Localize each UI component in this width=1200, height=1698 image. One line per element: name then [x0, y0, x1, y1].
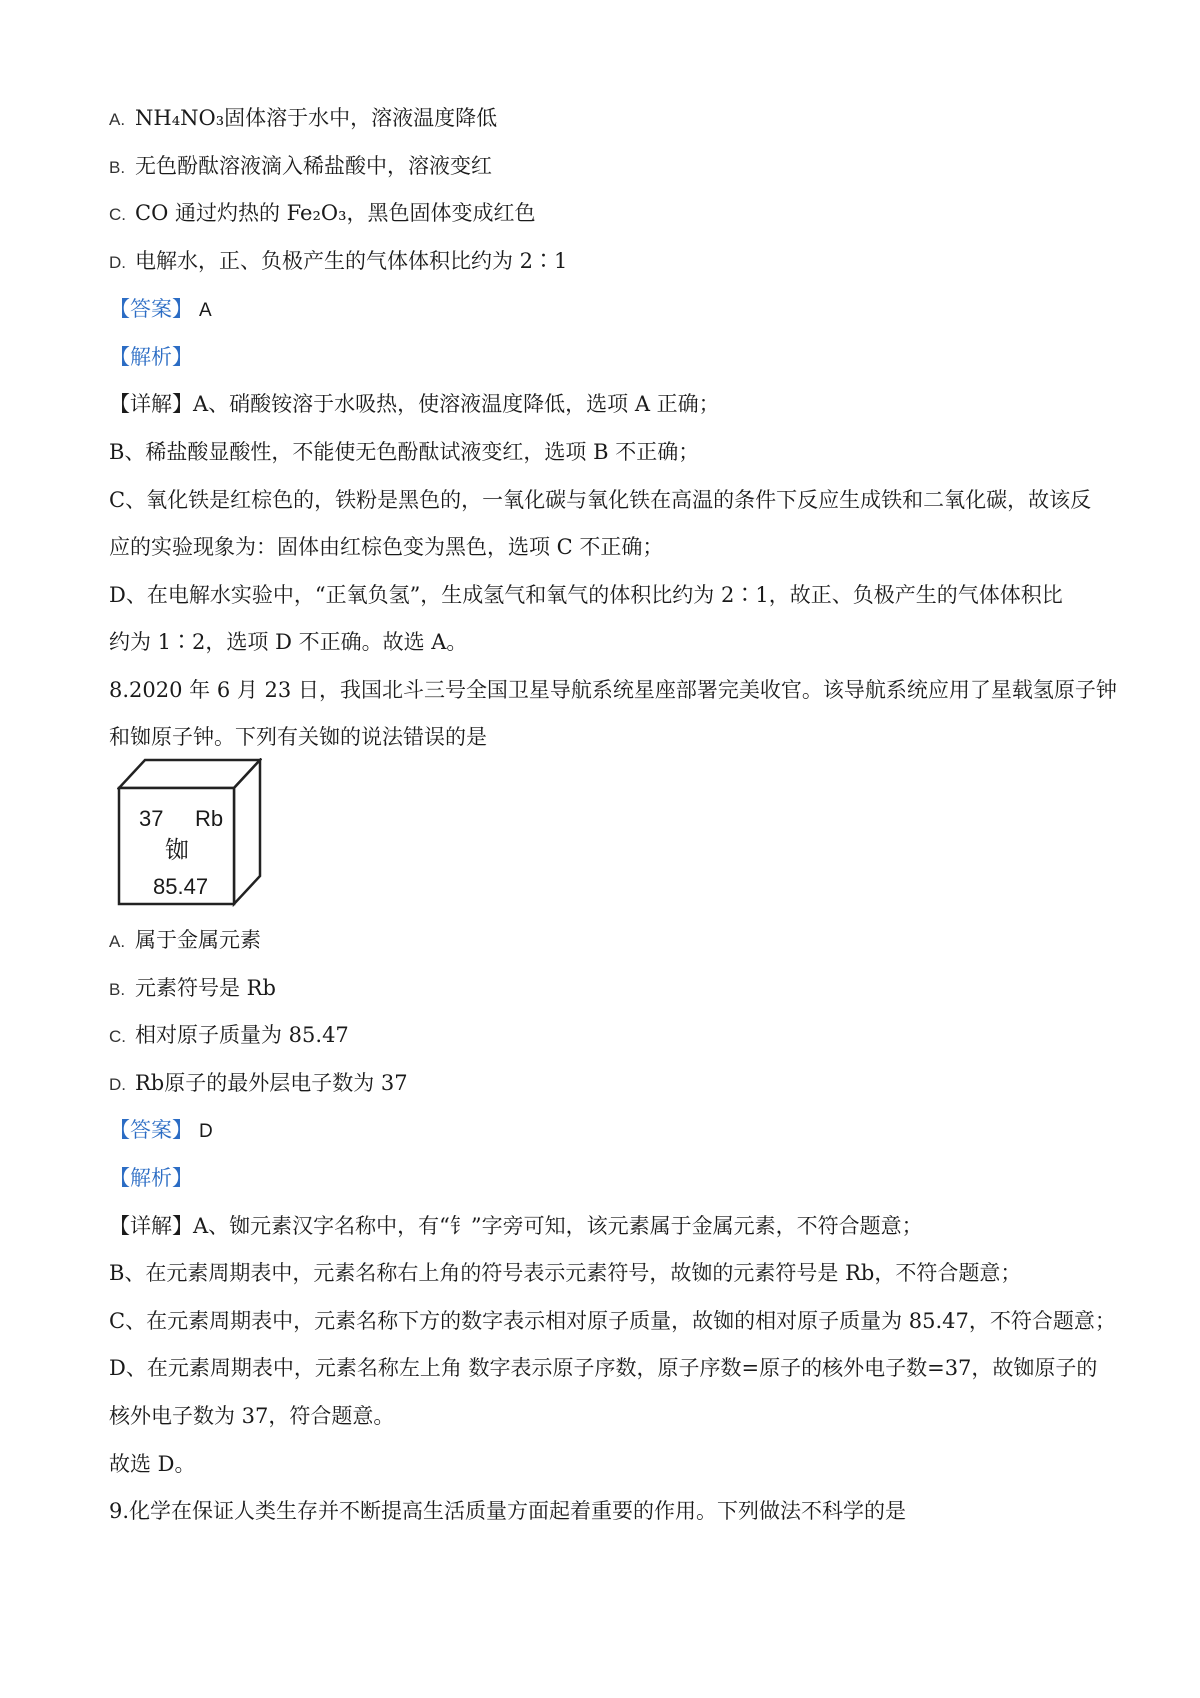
answer-label: 【答案】	[109, 1118, 193, 1142]
answer-value: D	[199, 1121, 213, 1142]
option-text: 相对原子质量为 85.47	[135, 1023, 349, 1047]
q7-detail-line: B、稀盐酸显酸性，不能使无色酚酞试液变红，选项 B 不正确；	[109, 440, 700, 464]
analysis-label: 【解析】	[109, 1166, 193, 1190]
q8-detail-line: 【详解】A、铷元素汉字名称中，有“钅”字旁可知，该元素属于金属元素，不符合题意；	[109, 1214, 923, 1238]
option-text: 元素符号是 Rb	[135, 976, 276, 1000]
q7-option-a	[109, 104, 497, 134]
q7-option-c	[109, 199, 536, 229]
answer-label: 【答案】	[109, 297, 193, 321]
option-text: Rb原子的最外层电子数为 37	[135, 1071, 408, 1095]
option-text: 无色酚酞溶液滴入稀盐酸中，溶液变红	[135, 154, 492, 178]
option-letter: B.	[109, 158, 126, 177]
q8-option-a	[109, 926, 261, 956]
option-letter: B.	[109, 980, 126, 999]
q8-analysis-label	[109, 1164, 193, 1192]
q8-option-d	[109, 1069, 408, 1099]
q8-answer	[109, 1116, 213, 1146]
q7-detail-line: D、在电解水实验中，“正氧负氢”，生成氢气和氧气的体积比约为 2∶1，故正、负极产生的气体体积比	[109, 583, 1063, 607]
option-letter: A.	[109, 110, 126, 129]
analysis-label: 【解析】	[109, 345, 193, 369]
q8-detail-line: B、在元素周期表中，元素名称右上角的符号表示元素符号，故铷的元素符号是 Rb，不符合题意；	[109, 1261, 1022, 1285]
element-card-graphic	[117, 758, 262, 908]
option-letter: A.	[109, 932, 126, 951]
q8-stem-line: 和铷原子钟。下列有关铷的说法错误的是	[109, 725, 487, 749]
element-card-rubidium	[117, 758, 262, 908]
q7-option-b	[109, 152, 492, 182]
atomic-number: 37	[139, 806, 164, 831]
atomic-mass: 85.47	[153, 874, 209, 899]
q8-option-c	[109, 1021, 349, 1051]
answer-value: A	[199, 300, 212, 321]
option-letter: D.	[109, 1075, 126, 1094]
option-text: NH₄NO₃固体溶于水中，溶液温度降低	[135, 106, 498, 130]
q8-detail-line: 故选 D。	[109, 1452, 196, 1476]
element-symbol: Rb	[195, 806, 224, 831]
option-letter: C.	[109, 1027, 126, 1046]
element-name: 铷	[165, 836, 189, 864]
option-letter: D.	[109, 253, 126, 272]
q7-option-d	[109, 247, 567, 277]
q7-analysis-label	[109, 343, 193, 371]
q8-detail-line: 核外电子数为 37，符合题意。	[109, 1404, 395, 1428]
option-text: 电解水，正、负极产生的气体体积比约为 2∶1	[135, 249, 568, 273]
q7-answer	[109, 295, 212, 325]
q7-detail-line: 【详解】A、硝酸铵溶于水吸热，使溶液温度降低，选项 A 正确；	[109, 392, 720, 416]
q7-detail-line: 约为 1∶2，选项 D 不正确。故选 A。	[109, 630, 468, 654]
q8-option-b	[109, 974, 276, 1004]
option-text: CO 通过灼热的 Fe₂O₃，黑色固体变成红色	[135, 201, 536, 225]
q7-detail-line: 应的实验现象为：固体由红棕色变为黑色，选项 C 不正确；	[109, 535, 664, 559]
option-letter: C.	[109, 205, 126, 224]
q9-stem: 9.化学在保证人类生存并不断提高生活质量方面起着重要的作用。下列做法不科学的是	[109, 1499, 907, 1523]
q8-detail-line: C、在元素周期表中，元素名称下方的数字表示相对原子质量，故铷的相对原子质量为 85.47，不符合题意；	[109, 1309, 1116, 1333]
option-text: 属于金属元素	[135, 928, 261, 952]
q8-stem-line: 8.2020 年 6 月 23 日，我国北斗三号全国卫星导航系统星座部署完美收官。该导航系统应用了星载氢原子钟	[109, 678, 1117, 702]
q8-detail-line: D、在元素周期表中，元素名称左上角 数字表示原子序数，原子序数=原子的核外电子数=37，故铷原子的	[109, 1356, 1098, 1380]
q7-detail-line: C、氧化铁是红棕色的，铁粉是黑色的，一氧化碳与氧化铁在高温的条件下反应生成铁和二氧化碳，故该反	[109, 488, 1092, 512]
